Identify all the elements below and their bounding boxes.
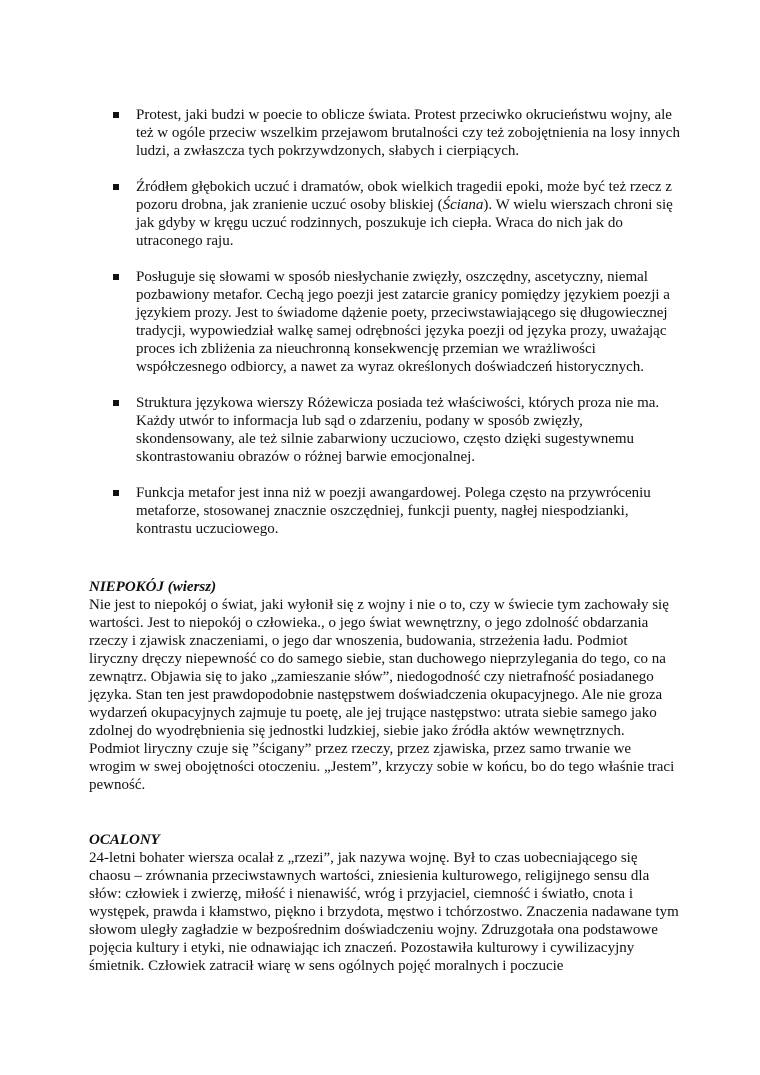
section-title: NIEPOKÓJ (wiersz): [89, 579, 217, 595]
section-body: 24-letni bohater wiersza ocalał z „rzezi”, jak nazywa wojnę. Był to czas uobecniającego się chaosu – zrównania przeciwstawnych wartości, zniesienia kulturowego, religijnego sensu dla słów: człowiek i zwierzę, miłość i nienawiść, wróg i przyjaciel, ciemność i światło, cnota i występek, prawda i kłamstwo, piękno i brzydota, męstwo i tchórzostwo. Znaczenia nadawane tym słowom uległy zagładzie w bezpośrednim doświadczeniu wojny. Zdruzgotała ona podstawowe pojęcia kultury i etyki, nie odnawiając ich znaczeń. Pozostawiła kulturowy i cywilizacyjny śmietnik. Człowiek zatracił wiarę w sens ogólnych pojęć moralnych i poczucie: [89, 850, 679, 974]
bullet-text-emphasis: Ściana: [442, 197, 484, 213]
bullet-list: [111, 106, 681, 556]
bullet-text: Źródłem głębokich uczuć i dramatów, obok wielkich tragedii epoki, może być też rzecz z pozoru drobna, jak zranienie uczuć osoby bliskiej (: [136, 179, 672, 213]
bullet-item: [111, 178, 681, 250]
bullet-text: Struktura językowa wierszy Różewicza posiada też właściwości, których proza nie ma. Każdy utwór to informacja lub sąd o zdarzeniu, podany w sposób zwięzły, skondensowany, ale też silnie zabarwiony uczuciowo, często dzięki sugestywnemu skontrastowaniu obrazów o różnej barwie emocjonalnej.: [136, 395, 660, 465]
bullet-text: Posługuje się słowami w sposób niesłychanie zwięzły, oszczędny, ascetyczny, niemal pozbawiony metafor. Cechą jego poezji jest zatarcie granicy pomiędzy językiem poezji a językiem prozy. Jest to świadome dążenie poety, przeciwstawiającego się długowiecznej tradycji, wypowiedział walkę samej odrębności języka poezji od języka prozy, uważając proces ich zbliżenia za nieuchronną konsekwencję przemian we wrażliwości współczesnego odbiorcy, a nawet za wyraz określonych doświadczeń historycznych.: [136, 269, 670, 375]
bullet-item: [111, 106, 681, 160]
square-bullet-icon: [113, 184, 119, 190]
square-bullet-icon: [113, 490, 119, 496]
bullet-text-continued: ). W wielu wierszach chroni się jak gdyby w kręgu uczuć rodzinnych, poszukuje ich ciepła. Wraca do nich jak do utraconego raju.: [136, 197, 673, 249]
square-bullet-icon: [113, 274, 119, 280]
bullet-text: Funkcja metafor jest inna niż w poezji awangardowej. Polega często na przywróceniu metaforze, stosowanej znacznie oszczędniej, funkcji puenty, nagłej niespodzianki, kontrastu uczuciowego.: [136, 485, 651, 537]
square-bullet-icon: [113, 400, 119, 406]
bullet-item: [111, 484, 681, 538]
section-title: OCALONY: [89, 832, 160, 848]
section-ocalony: [89, 831, 679, 975]
bullet-item: [111, 268, 681, 376]
bullet-item: [111, 394, 681, 466]
section-body: Nie jest to niepokój o świat, jaki wyłonił się z wojny i nie o to, czy w świecie tym zachowały się wartości. Jest to niepokój o człowieka., o jego świat wewnętrzny, o jego zdolność obdarzania rzeczy i zjawisk znaczeniami, o jego dar wnoszenia, budowania, strzeżenia ładu. Podmiot liryczny dręczy niepewność co do samego siebie, stan duchowego nieprzylegania do tego, co na zewnątrz. Objawia się to jako „zamieszanie słów”, niedogodność czy nietrafność posiadanego języka. Stan ten jest prawdopodobnie następstwem doświadczenia okupacyjnego. Ale nie groza wydarzeń okupacyjnych zajmuje tu poetę, ale jej trujące następstwo: utrata siebie samego jako zdolnej do wyodrębnienia się jednostki ludzkiej, siebie jako źródła aktów wewnętrznych. Podmiot liryczny czuje się ”ścigany” przez rzeczy, przez zjawiska, przez samo trwanie we wrogim w swej obojętności otoczeniu. „Jestem”, krzyczy sobie w końcu, bo do tego właśnie traci pewność.: [89, 597, 675, 793]
square-bullet-icon: [113, 112, 119, 118]
bullet-text: Protest, jaki budzi w poecie to oblicze świata. Protest przeciwko okrucieństwu wojny, ale też w ogóle przeciw wszelkim przejawom brutalności czy też zobojętnienia na losy innych ludzi, a zwłaszcza tych pokrzywdzonych, słabych i cierpiących.: [136, 107, 680, 159]
section-niepokoj: [89, 578, 679, 794]
